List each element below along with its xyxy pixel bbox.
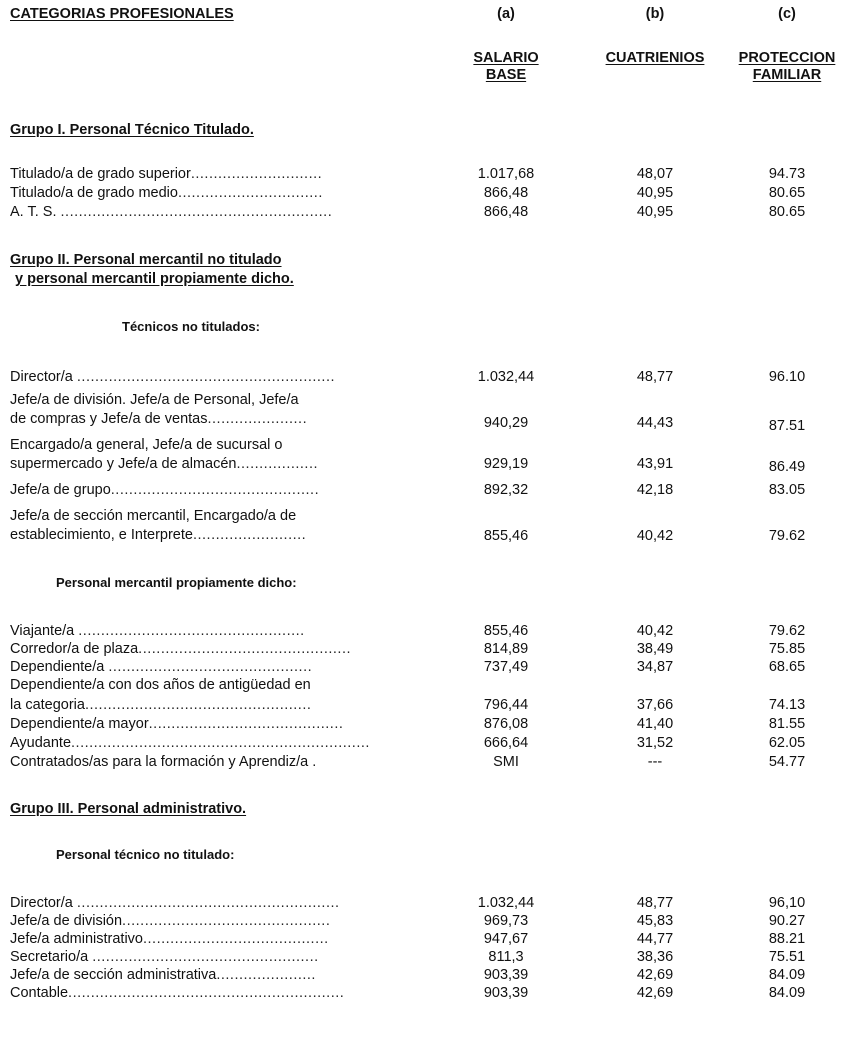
row-label: Ayudante..................................................................	[10, 735, 370, 751]
column-c-marker: (c)	[778, 6, 796, 22]
quadrennial-value: 38,36	[636, 949, 674, 965]
subgroup-heading: Personal mercantil propiamente dicho:	[56, 575, 297, 590]
salary-value: 1.032,44	[477, 895, 535, 911]
row-label: Director/a .........................................................	[10, 369, 336, 385]
subgroup-heading: Técnicos no titulados:	[122, 319, 260, 334]
row-label: Secretario/a ..................................................	[10, 949, 319, 965]
subgroup-heading: Personal técnico no titulado:	[56, 847, 235, 862]
salary-value: 947,67	[483, 931, 529, 947]
salary-value: SMI	[493, 754, 519, 770]
salary-value: 903,39	[483, 985, 529, 1001]
row-label-line1: Jefe/a de sección mercantil, Encargado/a de	[10, 508, 297, 524]
row-label: Titulado/a de grado medio................................	[10, 185, 323, 201]
row-label: Contable.............................................................	[10, 985, 345, 1001]
salary-value: 796,44	[483, 697, 529, 713]
family-protection-value: 62.05	[768, 735, 806, 751]
family-protection-value: 54.77	[768, 754, 806, 770]
salary-value: 876,08	[483, 716, 529, 732]
column-c-heading-line2: FAMILIAR	[752, 67, 822, 83]
salary-value: 892,32	[483, 482, 529, 498]
family-protection-value: 80.65	[768, 204, 806, 220]
family-protection-value: 74.13	[768, 697, 806, 713]
row-label-line1: Dependiente/a con dos años de antigüedad en	[10, 677, 311, 693]
group-heading-line2: y personal mercantil propiamente dicho.	[15, 271, 294, 287]
row-label: Corredor/a de plaza...............................................	[10, 641, 352, 657]
salary-value: 866,48	[483, 185, 529, 201]
family-protection-value: 96,10	[768, 895, 806, 911]
quadrennial-value: 44,77	[636, 931, 674, 947]
salary-value: 969,73	[483, 913, 529, 929]
quadrennial-value: 40,95	[636, 204, 674, 220]
row-label: Dependiente/a mayor...........................................	[10, 716, 344, 732]
row-label: supermercado y Jefe/a de almacén..................	[10, 456, 319, 472]
salary-value: 666,64	[483, 735, 529, 751]
salary-value: 855,46	[483, 528, 529, 544]
row-label: la categoria..................................................	[10, 697, 312, 713]
salary-value: 1.032,44	[477, 369, 535, 385]
family-protection-value: 84.09	[768, 985, 806, 1001]
row-label: Jefe/a de grupo..............................................	[10, 482, 320, 498]
family-protection-value: 80.65	[768, 185, 806, 201]
family-protection-value: 79.62	[768, 528, 806, 544]
family-protection-value: 84.09	[768, 967, 806, 983]
row-label: de compras y Jefe/a de ventas......................	[10, 411, 308, 427]
quadrennial-value: 48,07	[636, 166, 674, 182]
column-b-heading: CUATRIENIOS	[605, 50, 705, 66]
row-label: Jefe/a de sección administrativa......................	[10, 967, 316, 983]
column-a-heading-line2: BASE	[485, 67, 527, 83]
salary-value: 929,19	[483, 456, 529, 472]
group-heading: Grupo I. Personal Técnico Titulado.	[10, 122, 254, 138]
column-a-marker: (a)	[497, 6, 515, 22]
family-protection-value: 88.21	[768, 931, 806, 947]
salary-value: 737,49	[483, 659, 529, 675]
quadrennial-value: ---	[647, 754, 663, 770]
row-label-line1: Encargado/a general, Jefe/a de sucursal o	[10, 437, 283, 453]
salary-value: 1.017,68	[477, 166, 535, 182]
quadrennial-value: 48,77	[636, 895, 674, 911]
quadrennial-value: 44,43	[636, 415, 674, 431]
salary-value: 866,48	[483, 204, 529, 220]
column-a-heading-line1: SALARIO	[473, 50, 539, 66]
family-protection-value: 75.51	[768, 949, 806, 965]
salary-value: 814,89	[483, 641, 529, 657]
quadrennial-value: 42,69	[636, 967, 674, 983]
quadrennial-value: 34,87	[636, 659, 674, 675]
quadrennial-value: 40,95	[636, 185, 674, 201]
quadrennial-value: 43,91	[636, 456, 674, 472]
quadrennial-value: 37,66	[636, 697, 674, 713]
quadrennial-value: 42,18	[636, 482, 674, 498]
column-b-marker: (b)	[645, 6, 665, 22]
family-protection-value: 68.65	[768, 659, 806, 675]
row-label: Director/a ..........................................................	[10, 895, 340, 911]
family-protection-value: 86.49	[768, 459, 806, 475]
family-protection-value: 75.85	[768, 641, 806, 657]
quadrennial-value: 38,49	[636, 641, 674, 657]
group-heading-line1: Grupo II. Personal mercantil no titulado	[10, 252, 282, 268]
salary-value: 903,39	[483, 967, 529, 983]
family-protection-value: 83.05	[768, 482, 806, 498]
page-title: CATEGORIAS PROFESIONALES	[10, 6, 234, 22]
family-protection-value: 96.10	[768, 369, 806, 385]
quadrennial-value: 41,40	[636, 716, 674, 732]
quadrennial-value: 42,69	[636, 985, 674, 1001]
row-label: Viajante/a ..................................................	[10, 623, 305, 639]
quadrennial-value: 45,83	[636, 913, 674, 929]
row-label: establecimiento, e Interprete.........................	[10, 527, 307, 543]
family-protection-value: 94.73	[768, 166, 806, 182]
quadrennial-value: 40,42	[636, 528, 674, 544]
quadrennial-value: 31,52	[636, 735, 674, 751]
row-label: Jefe/a administrativo.........................................	[10, 931, 329, 947]
quadrennial-value: 48,77	[636, 369, 674, 385]
family-protection-value: 81.55	[768, 716, 806, 732]
quadrennial-value: 40,42	[636, 623, 674, 639]
column-c-heading-line1: PROTECCION	[738, 50, 836, 66]
salary-value: 855,46	[483, 623, 529, 639]
family-protection-value: 87.51	[768, 418, 806, 434]
group-heading: Grupo III. Personal administrativo.	[10, 801, 247, 817]
row-label-line1: Jefe/a de división. Jefe/a de Personal, Jefe/a	[10, 392, 299, 408]
row-label: Titulado/a de grado superior.............................	[10, 166, 323, 182]
row-label: Jefe/a de división..............................................	[10, 913, 331, 929]
salary-value: 940,29	[483, 415, 529, 431]
family-protection-value: 79.62	[768, 623, 806, 639]
row-label: Dependiente/a .............................................	[10, 659, 313, 675]
row-label: Contratados/as para la formación y Aprendiz/a .	[10, 754, 317, 770]
family-protection-value: 90.27	[768, 913, 806, 929]
salary-value: 811,3	[488, 949, 524, 965]
row-label: A. T. S. ............................................................	[10, 204, 333, 220]
